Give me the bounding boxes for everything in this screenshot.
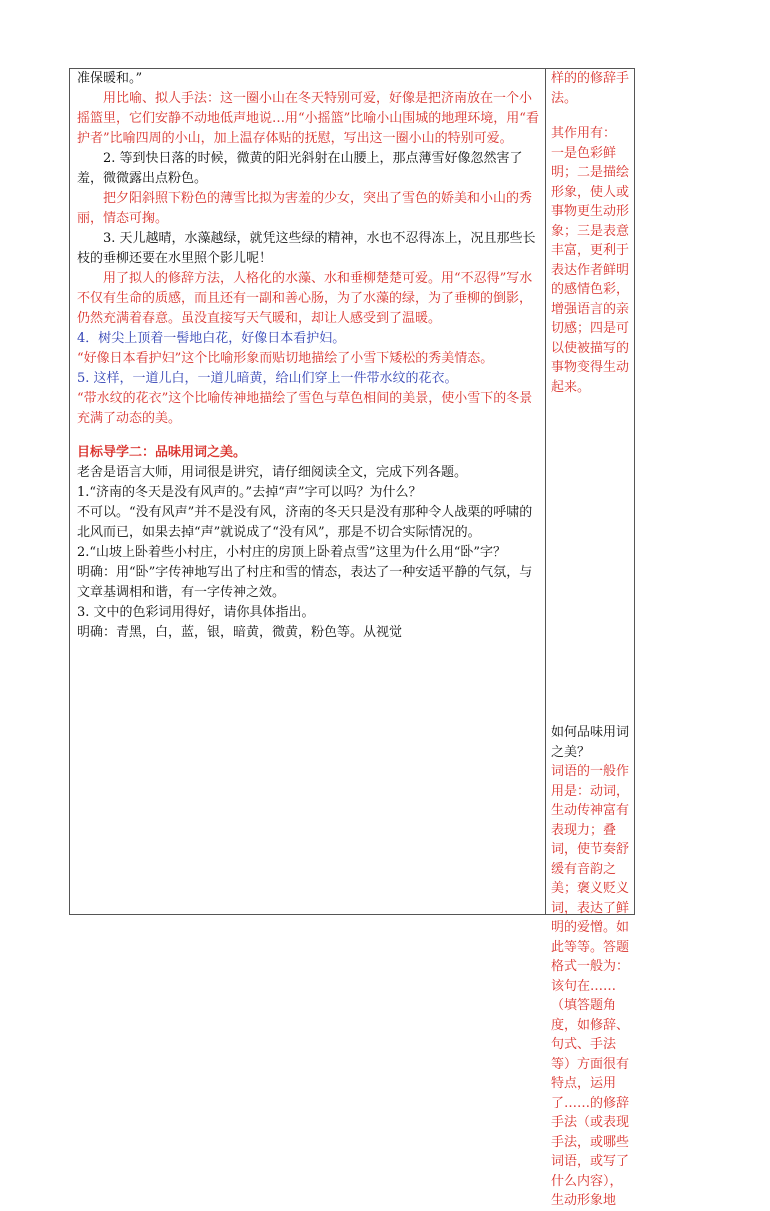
paragraph: “好像日本看护妇”这个比喻形象而贴切地描绘了小雪下矮松的秀美情态。 [77,351,494,366]
side-note: 一是色彩鲜明；二是描绘形象，使人或事物更生动形象；三是表意丰富，更利于表达作者鲜明的感情色彩，增强语言的亲切感；四是可以使被描写的事物变得生动起来。 [551,145,630,395]
main-column [77,69,539,643]
paragraph: 明确：青黑，白，蓝，银，暗黄，微黄，粉色等。从视觉 [77,625,403,640]
paragraph: 用比喻、拟人手法：这一圈小山在冬天特别可爱，好像是把济南放在一个小摇篮里，它们安静不动地低声地说…用“小摇篮”比喻小山围城的地理环境，用“看护者”比喻四周的小山，加上温存体贴的抚慰，写出这一圈小山的特别可爱。 [77,91,539,146]
column-divider [545,69,546,914]
paragraph: 把夕阳斜照下粉色的薄雪比拟为害羞的少女，突出了雪色的娇美和小山的秀丽，情态可掬。 [77,191,533,226]
lesson-table [69,68,635,1208]
side-note: 其作用有： [551,126,617,141]
section-title: 目标导学二：品味用词之美。 [77,445,247,460]
paragraph: 老舍是语言大师，用词很是讲究，请仔细阅读全文，完成下列各题。 [77,465,468,480]
paragraph: 用了拟人的修辞方法，人格化的水藻、水和垂柳楚楚可爱。用“不忍得”写水不仅有生命的质感，而且还有一副和善心肠，为了水藻的绿，为了垂柳的倒影，仍然充满着春意。虽没直接写天气暖和，却让人感受到了温暖。 [77,271,533,326]
paragraph: 明确：用“卧”字传神地写出了村庄和雪的情态，表达了一种安适平静的气氛，与文章基调相和谐，有一字传神之效。 [77,565,533,600]
paragraph: 5. 这样，一道儿白，一道儿暗黄，给山们穿上一件带水纹的花衣。 [77,371,458,386]
paragraph: 4．树尖上顶着一髻地白花，好像日本看护妇。 [77,331,346,346]
paragraph: 2.“山坡上卧着些小村庄，小村庄的房顶上卧着点雪”这里为什么用“卧”字？ [77,545,506,560]
side-note: 词语的一般作用是：动词，生动传神富有表现力；叠词，使节奏舒缓有音韵之美；褒义贬义词，表达了鲜明的爱憎。如此等等。答题格式一般为：该句在……（填答题角度，如修辞、句式、手法等）方面很有特点，运用了……的修辞手法（或表现手法，或哪些词语，或写了什么内容），生动形象地 [551,764,630,1208]
paragraph: 准保暖和。” [77,71,143,86]
paragraph: 2. 等到快日落的时候，微黄的阳光斜射在山腰上，那点薄雪好像忽然害了羞，微微露出点粉色。 [77,151,523,186]
side-note: 样的的修辞手法。 [551,71,630,106]
paragraph: 1.“济南的冬天是没有风声的。”去掉“声”字可以吗？为什么？ [77,485,422,500]
side-column [551,69,631,1211]
side-note-heading: 如何品味用词之美？ [551,725,630,760]
paragraph: 3. 文中的色彩词用得好，请你具体指出。 [77,605,315,620]
paragraph: 不可以。“没有风声”并不是没有风，济南的冬天只是没有那种令人战栗的呼啸的北风而已，如果去掉“声”就说成了“没有风”，那是不切合实际情况的。 [77,505,533,540]
paragraph: 3. 天儿越晴，水藻越绿，就凭这些绿的精神，水也不忍得冻上，况且那些长枝的垂柳还要在水里照个影儿呢！ [77,231,536,266]
paragraph: “带水纹的花衣”这个比喻传神地描绘了雪色与草色相间的美景，使小雪下的冬景充满了动态的美。 [77,391,533,426]
